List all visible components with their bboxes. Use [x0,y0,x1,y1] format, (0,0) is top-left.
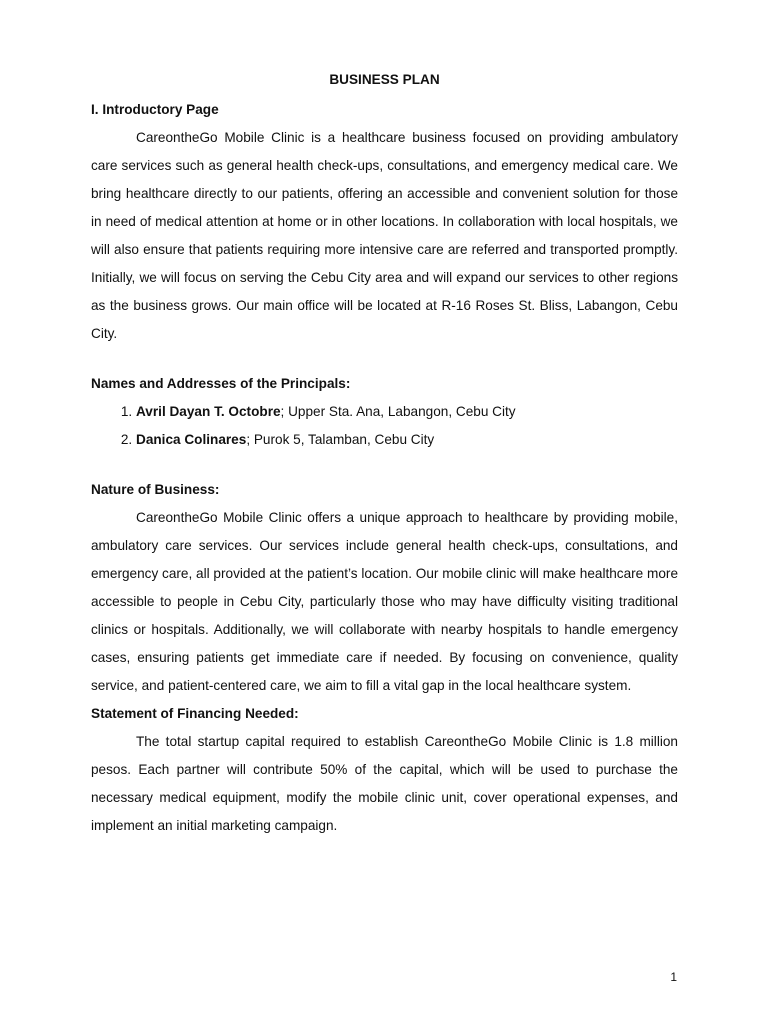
page-content [91,70,678,840]
nature-paragraph: CareontheGo Mobile Clinic offers a unique approach to healthcare by providing mobile, ambulatory care services. Our services include general health check-ups, consultations, and emergency care, all provided at the patient’s location. Our mobile clinic will make healthcare more accessible to people in Cebu City, particularly those who may have difficulty visiting traditional clinics or hospitals. Additionally, we will collaborate with nearby hospitals to handle emergency cases, ensuring patients get immediate care if needed. By focusing on convenience, quality service, and patient-centered care, we aim to fill a vital gap in the local healthcare system. [91,510,678,693]
document-title: BUSINESS PLAN [329,72,440,87]
principal-name: Danica Colinares [136,432,247,447]
principal-address: ; Upper Sta. Ana, Labangon, Cebu City [280,404,516,419]
principal-item [136,398,678,426]
financing-paragraph: The total startup capital required to establish CareontheGo Mobile Clinic is 1.8 million pesos. Each partner will contribute 50% of the capital, which will be used to purchase the necessary medical equipment, modify the mobile clinic unit, cover operational expenses, and implement an initial marketing campaign. [91,734,678,833]
principals-heading: Names and Addresses of the Principals: [91,376,351,391]
page-number: 1 [670,970,677,984]
principals-list [91,398,678,454]
principal-name: Avril Dayan T. Octobre [136,404,281,419]
intro-heading: I. Introductory Page [91,102,219,117]
principal-address: ; Purok 5, Talamban, Cebu City [246,432,435,447]
financing-heading: Statement of Financing Needed: [91,706,299,721]
intro-paragraph: CareontheGo Mobile Clinic is a healthcare business focused on providing ambulatory care services such as general health check-ups, consultations, and emergency medical care. We bring healthcare directly to our patients, offering an accessible and convenient solution for those in need of medical attention at home or in other locations. In collaboration with local hospitals, we will also ensure that patients requiring more intensive care are referred and transported promptly. Initially, we will focus on serving the Cebu City area and will expand our services to other regions as the business grows. Our main office will be located at R-16 Roses St. Bliss, Labangon, Cebu City. [91,130,678,341]
nature-heading: Nature of Business: [91,482,220,497]
principal-item [136,426,678,454]
